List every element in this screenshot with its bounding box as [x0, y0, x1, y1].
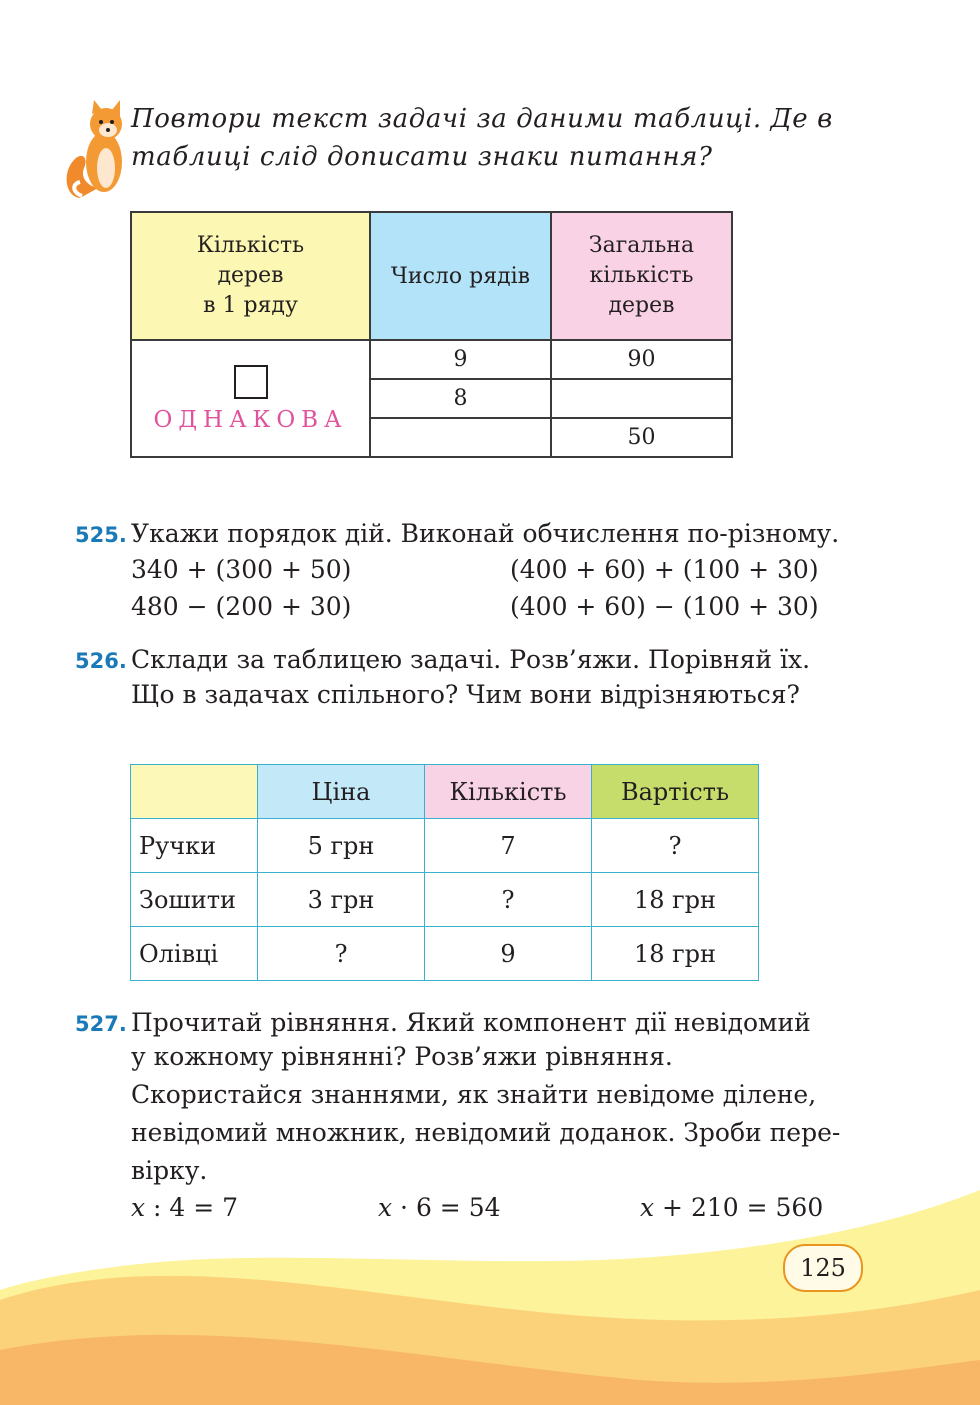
table-cell: ? [592, 819, 759, 873]
same-label: ОДНАКОВА [153, 406, 348, 433]
table-header: Вартість [592, 765, 759, 819]
same-count-cell [131, 340, 370, 457]
table-cell: ? [258, 927, 425, 981]
header-rows-count: Число рядів [370, 212, 551, 340]
trees-table [130, 211, 733, 458]
task-525 [75, 515, 865, 554]
table-cell [370, 418, 551, 457]
expression: (400 + 60) + (100 + 30) [510, 555, 819, 584]
task-number: 525. [75, 523, 127, 547]
expression: 340 + (300 + 50) [131, 555, 352, 584]
header-trees-per-row: Кількість дерев в 1 ряду [131, 212, 370, 340]
table-row [131, 927, 759, 981]
task-number: 527. [75, 1012, 127, 1036]
equation: x · 6 = 54 [378, 1193, 501, 1222]
table-header [131, 765, 258, 819]
prices-table [130, 764, 759, 981]
table-header: Ціна [258, 765, 425, 819]
table-cell: 5 грн [258, 819, 425, 873]
table-cell [551, 379, 732, 418]
table-cell: 18 грн [592, 873, 759, 927]
expression: 480 − (200 + 30) [131, 592, 352, 621]
fox-icon [62, 100, 132, 200]
row-label: Олівці [131, 927, 258, 981]
task-text: невідомий множник, невідомий доданок. Зроби пере- [131, 1118, 841, 1147]
task-526 [75, 641, 865, 680]
table-row [131, 819, 759, 873]
task-text: Що в задачах спільного? Чим вони відрізняються? [131, 680, 800, 709]
task-number: 526. [75, 649, 127, 673]
task-text: Прочитай рівняння. Який компонент дії невідомий [131, 1008, 811, 1037]
table-row [131, 873, 759, 927]
table-cell: 9 [425, 927, 592, 981]
task-text: Склади за таблицею задачі. Розв’яжи. Порівняй їх. [131, 645, 811, 674]
equation: x : 4 = 7 [131, 1193, 239, 1222]
task-text: вірку. [131, 1156, 208, 1185]
task-text: Укажи порядок дій. Виконай обчислення по-різному. [131, 519, 840, 548]
table-cell: 8 [370, 379, 551, 418]
equation-variable: x [640, 1193, 655, 1222]
equation: x + 210 = 560 [640, 1193, 824, 1222]
equation-variable: x [378, 1193, 393, 1222]
equation-variable: x [131, 1193, 146, 1222]
table-cell: 90 [551, 340, 732, 379]
table-cell: 7 [425, 819, 592, 873]
row-label: Зошити [131, 873, 258, 927]
task-text: у кожному рівнянні? Розв’яжи рівняння. [131, 1042, 673, 1071]
table-cell: 3 грн [258, 873, 425, 927]
page-number: 125 [783, 1244, 863, 1292]
row-label: Ручки [131, 819, 258, 873]
empty-box-icon [234, 365, 268, 399]
expression: (400 + 60) − (100 + 30) [510, 592, 819, 621]
intro-text: Повтори текст задачі за даними таблиці. Де в таблиці слід дописати знаки питання? [131, 104, 833, 172]
table-cell: 18 грн [592, 927, 759, 981]
table-cell: 9 [370, 340, 551, 379]
header-total-trees: Загальна кількість дерев [551, 212, 732, 340]
table-cell: ? [425, 873, 592, 927]
task-527 [75, 1004, 865, 1043]
table-cell: 50 [551, 418, 732, 457]
table-header: Кількість [425, 765, 592, 819]
task-text: Скористайся знаннями, як знайти невідоме ділене, [131, 1080, 817, 1109]
